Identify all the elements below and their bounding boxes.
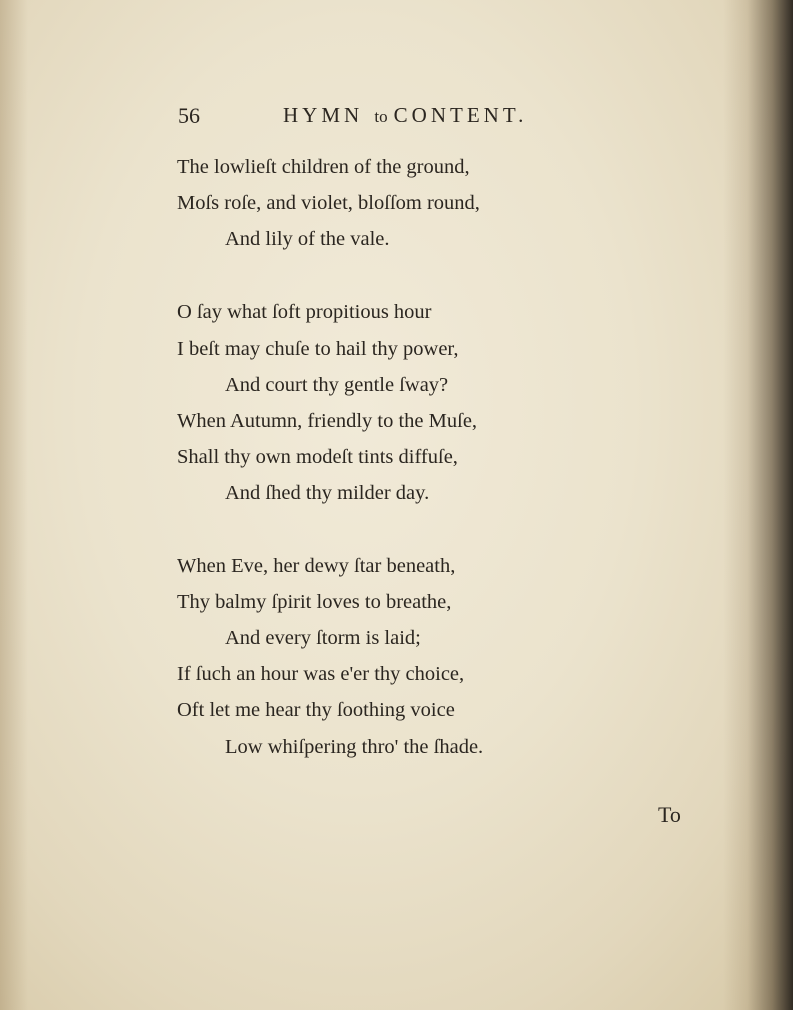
page-number: 56 xyxy=(178,103,200,128)
page-edge-shadow xyxy=(0,0,28,1010)
poem-line: Shall thy own modeſt tints diffuſe, xyxy=(177,446,458,468)
poem-line: O ſay what ſoft propitious hour xyxy=(177,301,432,323)
poem-line: Oft let me hear thy ſoothing voice xyxy=(177,699,455,721)
poem-line: If ſuch an hour was e'er thy choice, xyxy=(177,663,465,685)
poem-line: Moſs roſe, and violet, bloſſom round, xyxy=(177,192,480,214)
poem-line: And every ſtorm is laid; xyxy=(225,627,421,649)
poem-line: Low whiſpering thro' the ſhade. xyxy=(225,736,484,758)
poem-line: And lily of the vale. xyxy=(225,228,390,250)
poem-line: I beſt may chuſe to hail thy power, xyxy=(177,338,459,360)
poem-line: When Eve, her dewy ſtar beneath, xyxy=(177,555,456,577)
poem-line: Thy balmy ſpirit loves to breathe, xyxy=(177,591,452,613)
poem-line: When Autumn, friendly to the Muſe, xyxy=(177,410,478,432)
title-connector: to xyxy=(374,107,388,126)
title-part-1: HYMN xyxy=(283,103,364,127)
page-title xyxy=(283,103,527,128)
poem-line: And court thy gentle ſway? xyxy=(225,374,449,396)
title-part-2: CONTENT. xyxy=(393,103,528,127)
running-head xyxy=(178,103,558,133)
poem-line: The lowlieſt children of the ground, xyxy=(177,156,470,178)
binding-gutter-shadow xyxy=(723,0,793,1010)
poem-line: And ſhed thy milder day. xyxy=(225,482,430,504)
catchword: To xyxy=(658,802,681,827)
